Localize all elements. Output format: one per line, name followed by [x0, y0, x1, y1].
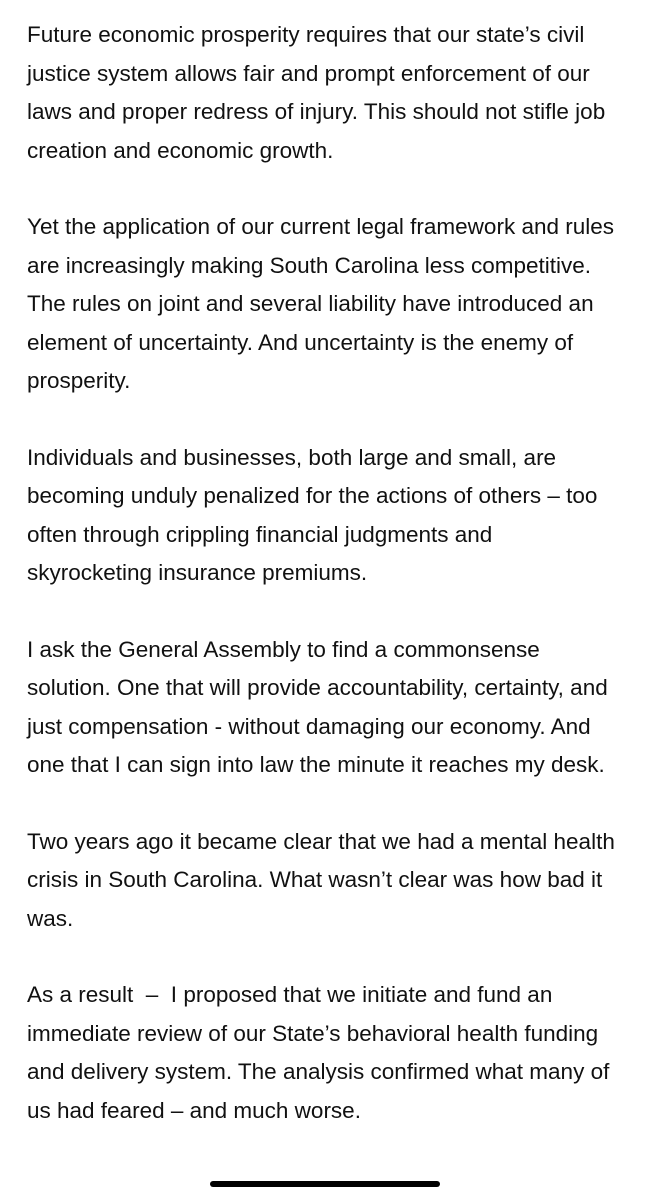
- paragraph-civil-justice: Future economic prosperity requires that our state’s civil justice system allows fair and prompt enforcement of our laws and proper redress of injury. This should not stifle job creation and economic growth.: [27, 22, 606, 163]
- paragraph-review: As a result – I proposed that we initiate and fund an immediate review of our State’s behavioral health funding and delivery system. The analysis confirmed what many of us had feared – and much worse.: [27, 982, 610, 1123]
- home-indicator-bar[interactable]: [210, 1181, 440, 1187]
- paragraph-legal-framework: Yet the application of our current legal framework and rules are increasingly making South Carolina less competitive. The rules on joint and several liability have introduced an element of uncertainty. And uncertainty is the enemy of prosperity.: [27, 214, 614, 393]
- paragraph-penalized: Individuals and businesses, both large and small, are becoming unduly penalized for the actions of others – too often through crippling financial judgments and skyrocketing insurance premiums.: [27, 444, 598, 585]
- paragraph-mental-health: Two years ago it became clear that we had a mental health crisis in South Carolina. What wasn’t clear was how bad it was.: [27, 828, 615, 931]
- paragraph-general-assembly: I ask the General Assembly to find a commonsense solution. One that will provide accountability, certainty, and just compensation - without damaging our economy. And one that I can sign into law the minute it reaches my desk.: [27, 636, 608, 777]
